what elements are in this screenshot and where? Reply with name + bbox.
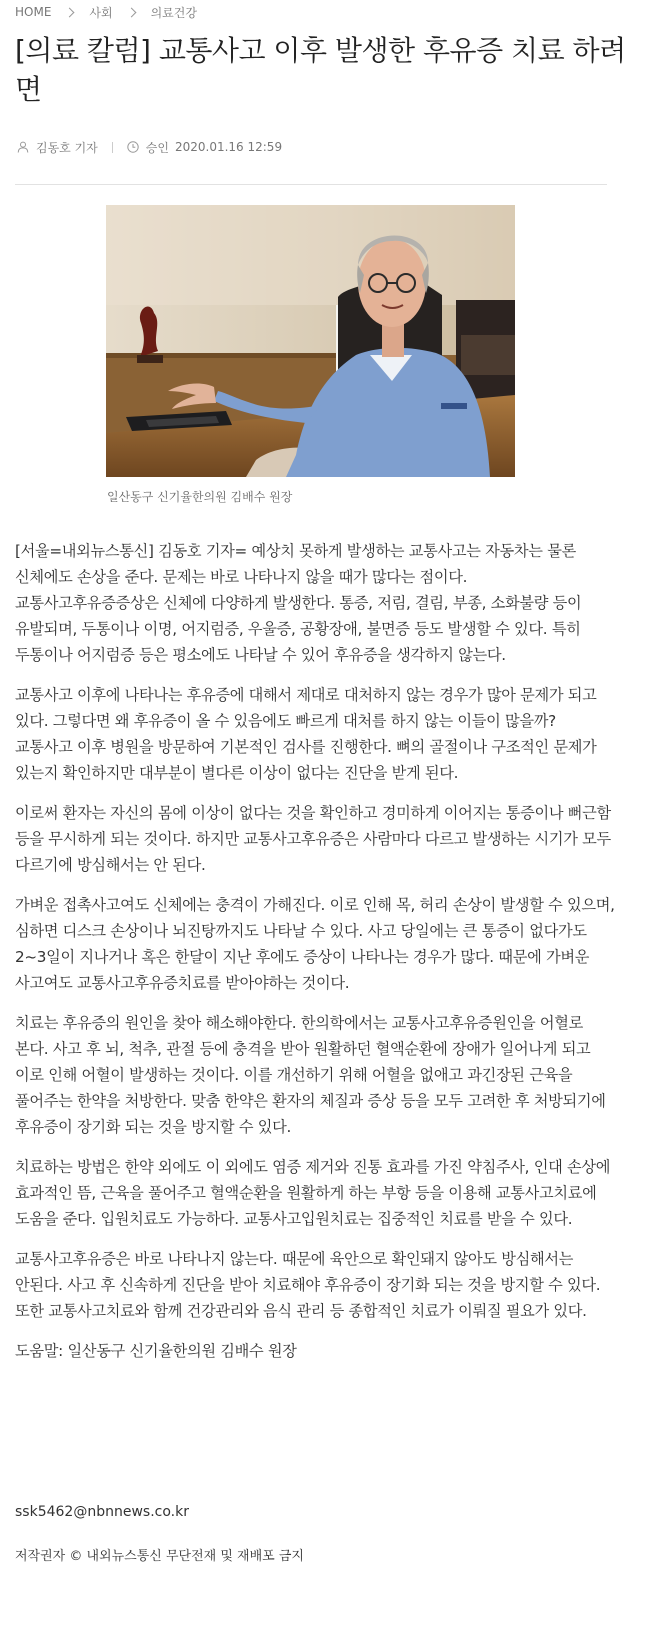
approved-datetime: 2020.01.16 12:59	[174, 140, 283, 154]
reporter-email: ssk5462@nbnnews.co.kr	[15, 1504, 189, 1520]
approved-label: 승인	[145, 140, 169, 155]
chevron-right-icon	[65, 7, 75, 17]
copyright-notice: 저작권자 © 내외뉴스통신 무단전재 및 재배포 금지	[15, 1549, 304, 1564]
user-icon	[17, 141, 29, 153]
article-paragraph: 치료는 후유증의 원인을 찾아 해소해야한다. 한의학에서는 교통사고후유증원인을 어혈로 본다. 사고 후 뇌, 척추, 관절 등에 충격을 받아 원활하던 혈액순환에 장애가 일어나게 되고 이로 인해 어혈이 발생하는 것이다. 이를 개선하기 위해 어혈을 없애고 과긴장된 근육을 풀어주는 한약을 처방한다. 맞춤 한약은 환자의 체질과 증상 등을 모두 고려한 후 처방되기에 후유증이 장기화 되는 것을 방지할 수 있다.	[15, 1014, 606, 1136]
header-divider	[15, 184, 607, 185]
article-credit: 도움말: 일산동구 신기율한의원 김배수 원장	[15, 1342, 297, 1360]
author-name: 김동호 기자	[36, 140, 98, 155]
photo-caption: 일산동구 신기율한의원 김배수 원장	[107, 490, 293, 504]
article-paragraph: 치료하는 방법은 한약 외에도 이 외에도 염증 제거와 진통 효과를 가진 약침주사, 인대 손상에 효과적인 뜸, 근육을 풀어주고 혈액순환을 원활하게 하는 부항 등을 이용해 교통사고치료에 도움을 준다. 입원치료도 가능하다. 교통사고입원치료는 집중적인 치료를 받을 수 있다.	[15, 1158, 611, 1228]
clock-icon	[127, 141, 139, 153]
article-byline	[17, 139, 282, 155]
article-body	[15, 538, 615, 1378]
article-title: [의료 칼럼] 교통사고 이후 발생한 후유증 치료 하려면	[15, 34, 626, 106]
article-paragraph: 이로써 환자는 자신의 몸에 이상이 없다는 것을 확인하고 경미하게 이어지는 통증이나 뻐근함 등을 무시하게 되는 것이다. 하지만 교통사고후유증은 사람마다 다르고 발생하는 시기가 모두 다르기에 방심해서는 안 된다.	[15, 804, 611, 874]
article-photo	[106, 205, 515, 477]
article-paragraph: [서울=내외뉴스통신] 김동호 기자= 예상치 못하게 발생하는 교통사고는 자동차는 물론 신체에도 손상을 준다. 문제는 바로 나타나지 않을 때가 많다는 점이다. 교통사고후유증증상은 신체에 다양하게 발생한다. 통증, 저림, 결림, 부종, 소화불량 등이 유발되며, 두통이나 이명, 어지럼증, 우울증, 공황장애, 불면증 등도 발생할 수 있다. 특히 두통이나 어지럼증 등은 평소에도 나타날 수 있어 후유증을 생각하지 않는다.	[15, 542, 582, 664]
chevron-right-icon	[126, 7, 136, 17]
breadcrumb-home-link[interactable]: HOME	[15, 5, 52, 19]
byline-divider	[112, 142, 113, 153]
breadcrumb	[15, 4, 197, 20]
breadcrumb-section-link[interactable]: 사회	[89, 5, 113, 20]
article-paragraph: 가벼운 접촉사고여도 신체에는 충격이 가해진다. 이로 인해 목, 허리 손상이 발생할 수 있으며, 심하면 디스크 손상이나 뇌진탕까지도 나타날 수 있다. 사고 당일에는 큰 통증이 없다가도 2~3일이 지나거나 혹은 한달이 지난 후에도 증상이 나타나는 경우가 많다. 때문에 가벼운 사고여도 교통사고후유증치료를 받아야하는 것이다.	[15, 896, 615, 992]
article-paragraph: 교통사고후유증은 바로 나타나지 않는다. 때문에 육안으로 확인돼지 않아도 방심해서는 안된다. 사고 후 신속하게 진단을 받아 치료해야 후유증이 장기화 되는 것을 방지할 수 있다. 또한 교통사고치료와 함께 건강관리와 음식 관리 등 종합적인 치료가 이뤄질 필요가 있다.	[15, 1250, 601, 1320]
article-paragraph: 교통사고 이후에 나타나는 후유증에 대해서 제대로 대처하지 않는 경우가 많아 문제가 되고 있다. 그렇다면 왜 후유증이 올 수 있음에도 빠르게 대처를 하지 않는 이들이 많을까? 교통사고 이후 병원을 방문하여 기본적인 검사를 진행한다. 뼈의 골절이나 구조적인 문제가 있는지 확인하지만 대부분이 별다른 이상이 없다는 진단을 받게 된다.	[15, 686, 597, 782]
breadcrumb-subsection-link[interactable]: 의료건강	[150, 5, 197, 20]
